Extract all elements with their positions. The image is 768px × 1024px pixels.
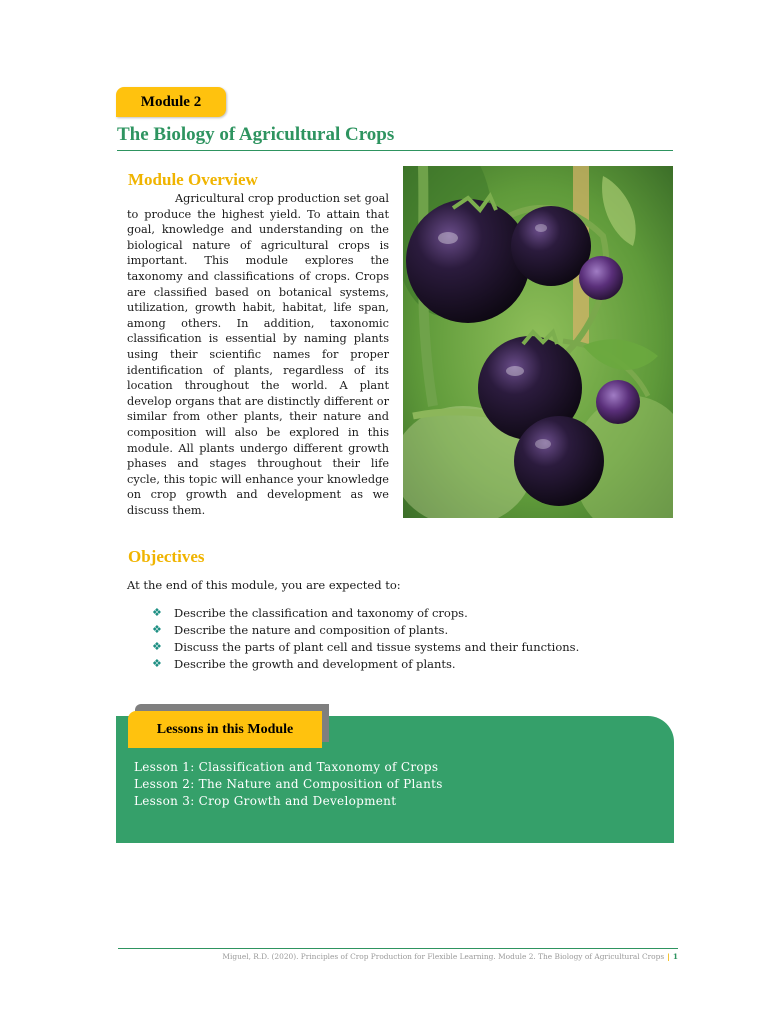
lessons-tab — [128, 711, 322, 748]
page-number: 1 — [672, 952, 678, 961]
objective-text: Describe the growth and development of plants. — [174, 656, 456, 671]
lesson-list — [134, 759, 443, 810]
objectives-list — [152, 604, 579, 672]
diamond-bullet-icon: ❖ — [152, 640, 162, 653]
overview-heading: Module Overview — [128, 170, 258, 189]
lesson-item: Lesson 1: Classification and Taxonomy of Crops — [134, 760, 439, 774]
footer-citation: Miguel, R.D. (2020). Principles of Crop Production for Flexible Learning. Module 2. The Biology of Agricultural Crops — [222, 952, 665, 961]
footer-divider — [118, 948, 678, 949]
objective-item — [152, 604, 579, 621]
lessons-tab-label: Lessons in this Module — [156, 721, 294, 737]
module-title: The Biology of Agricultural Crops — [117, 124, 673, 151]
module-label: Module 2 — [140, 93, 202, 110]
objective-item — [152, 638, 579, 655]
objectives-heading: Objectives — [128, 547, 205, 566]
objective-text: Describe the classification and taxonomy of crops. — [174, 605, 468, 620]
objective-text: Discuss the parts of plant cell and tissue systems and their functions. — [174, 639, 580, 654]
footer-separator: | — [667, 952, 670, 961]
objectives-intro: At the end of this module, you are expected to: — [127, 578, 401, 592]
objective-item — [152, 621, 579, 638]
lesson-item: Lesson 2: The Nature and Composition of Plants — [134, 777, 443, 791]
objective-item — [152, 655, 579, 672]
diamond-bullet-icon: ❖ — [152, 623, 162, 636]
diamond-bullet-icon: ❖ — [152, 606, 162, 619]
footer — [118, 952, 678, 961]
overview-text: Agricultural crop production set goal to produce the highest yield. To attain that goal, knowledge and understanding on the biological nature of agricultural crops is important. This module explores the taxonomy and classifications of crops. Crops are classified based on botanical systems, utilization, growth habit, habitat, life span, among others. In addition, taxonomic classification is essential by naming plants using their scientific names for proper identification of plants, regardless of its location throughout the world. A plant develop organs that are distinctly different or similar from other plants, their nature and composition will also be explored in this module. All plants undergo different growth phases and stages throughout their life cycle, this topic will enhance your knowledge on crop growth and development as we discuss them. — [127, 192, 389, 517]
module-label-tab — [116, 87, 226, 117]
black-tomatoes-photo — [403, 166, 673, 518]
lesson-item: Lesson 3: Crop Growth and Development — [134, 794, 397, 808]
diamond-bullet-icon: ❖ — [152, 657, 162, 670]
objective-text: Describe the nature and composition of plants. — [174, 622, 449, 637]
